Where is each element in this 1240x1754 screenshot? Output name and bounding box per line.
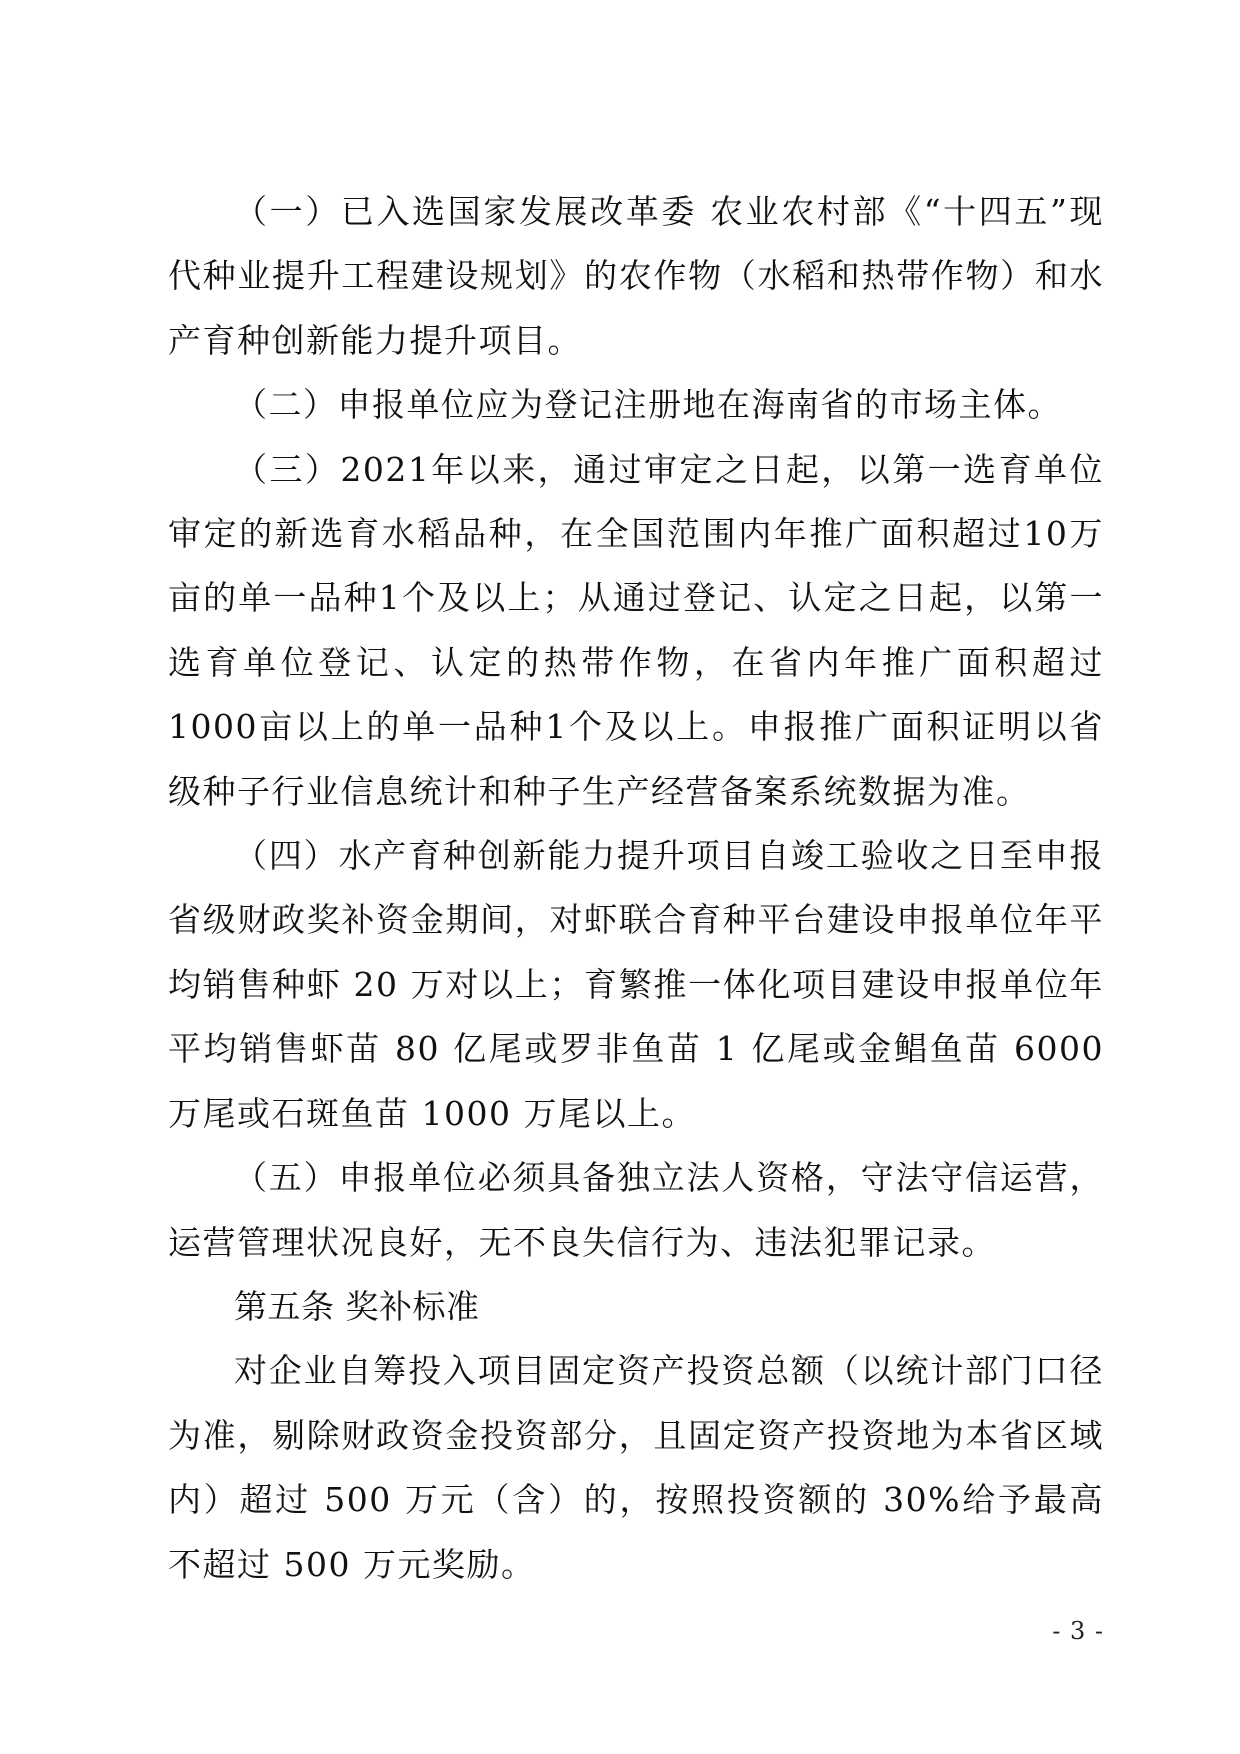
page-number: - 3 - xyxy=(1052,1617,1104,1645)
paragraph-condition-3: （三）2021年以来，通过审定之日起，以第一选育单位审定的新选育水稻品种，在全国范围内年推广面积超过10万亩的单一品种1个及以上；从通过登记、认定之日起，以第一选育单位登记、认定的热带作物，在省内年推广面积超过1000亩以上的单一品种1个及以上。申报推广面积证明以省级种子行业信息统计和种子生产经营备案系统数据为准。 xyxy=(168,449,1104,811)
paragraph-condition-5: （五）申报单位必须具备独立法人资格，守法守信运营，运营管理状况良好，无不良失信行为、违法犯罪记录。 xyxy=(168,1158,1104,1262)
paragraph-condition-4: （四）水产育种创新能力提升项目自竣工验收之日至申报省级财政奖补资金期间，对虾联合育种平台建设申报单位年平均销售种虾 20 万对以上；育繁推一体化项目建设申报单位年平均销售虾苗 80 亿尾或罗非鱼苗 1 亿尾或金鲳鱼苗 6000 万尾或石斑鱼苗 1000 万尾以上。 xyxy=(168,836,1104,1133)
article-heading: 第五条 奖补标准 xyxy=(234,1286,480,1326)
document-body xyxy=(168,180,1104,1597)
article-body: 对企业自筹投入项目固定资产投资总额（以统计部门口径为准，剔除财政资金投资部分，且固定资产投资地为本省区域内）超过 500 万元（含）的，按照投资额的 30%给予最高不超过 500 万元奖励。 xyxy=(168,1351,1104,1584)
paragraph-condition-2: （二）申报单位应为登记注册地在海南省的市场主体。 xyxy=(234,385,1062,425)
paragraph-condition-1: （一）已入选国家发展改革委 农业农村部《“十四五”现代种业提升工程建设规划》的农作物（水稻和热带作物）和水产育种创新能力提升项目。 xyxy=(168,192,1104,360)
